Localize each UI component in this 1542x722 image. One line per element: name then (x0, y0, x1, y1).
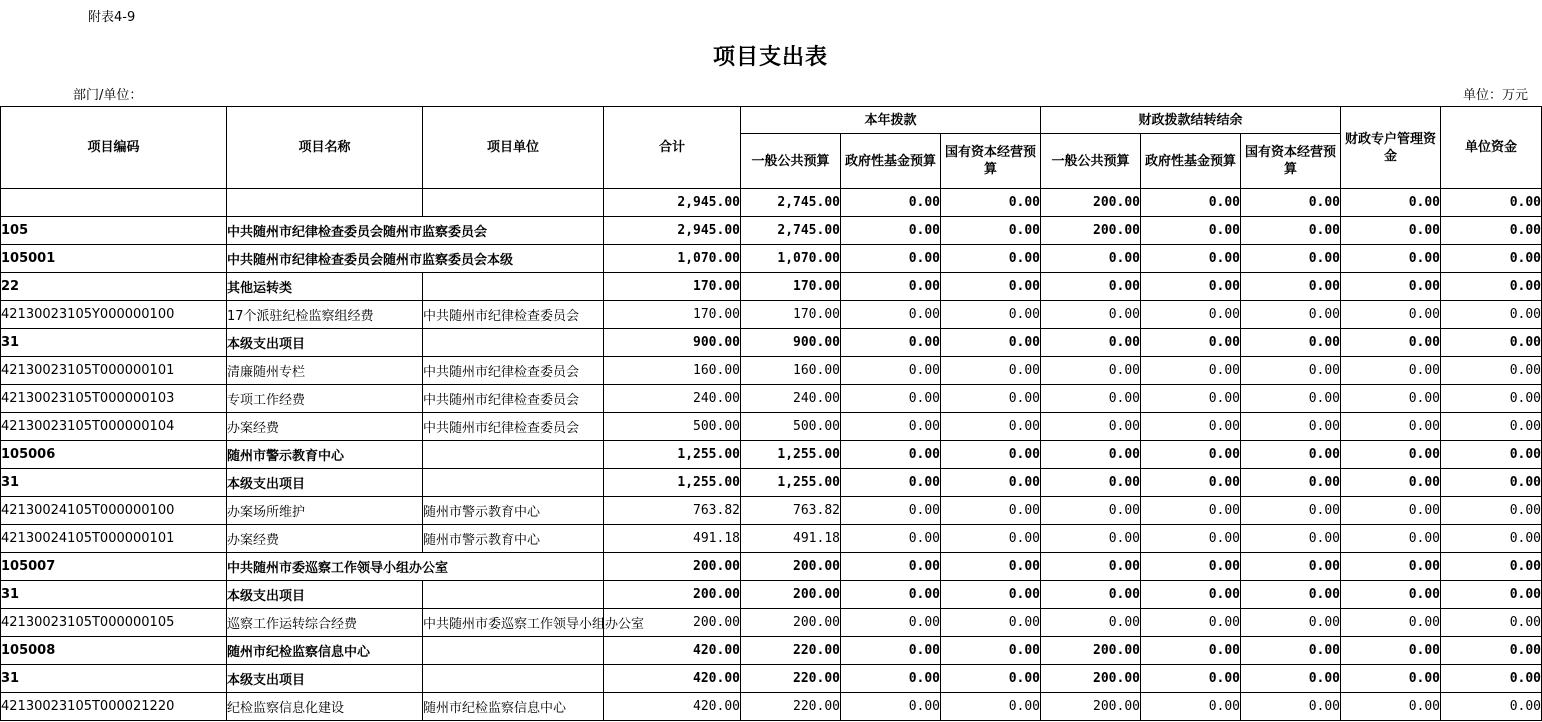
cell-value: 0.00 (1241, 693, 1341, 721)
cell-value: 200.00 (604, 609, 741, 637)
cell-unit (423, 441, 604, 469)
cell-value: 0.00 (841, 273, 941, 301)
cell-value: 170.00 (741, 301, 841, 329)
cell-code: 105008 (1, 637, 227, 665)
table-row (1, 581, 1542, 609)
cell-value: 0.00 (941, 329, 1041, 357)
cell-value: 0.00 (1341, 665, 1441, 693)
cell-code: 42130023105T000000105 (1, 609, 227, 637)
cell-unit: 中共随州市纪律检查委员会 (423, 385, 604, 413)
col-header-carry-general-budget: 一般公共预算 (1041, 134, 1141, 189)
cell-code: 105 (1, 217, 227, 245)
cell-value: 0.00 (1241, 441, 1341, 469)
page-title: 项目支出表 (712, 45, 828, 70)
table-row (1, 329, 1542, 357)
cell-value: 0.00 (841, 357, 941, 385)
col-group-carryover: 财政拨款结转结余 (1041, 107, 1341, 134)
cell-value: 0.00 (1441, 609, 1542, 637)
col-header-carry-state-capital-budget: 国有资本经营预算 (1241, 134, 1341, 189)
cell-value: 0.00 (941, 497, 1041, 525)
cell-name: 巡察工作运转综合经费 (227, 609, 423, 637)
cell-value: 0.00 (1241, 497, 1341, 525)
cell-value: 240.00 (741, 385, 841, 413)
cell-value: 0.00 (1141, 609, 1241, 637)
cell-name: 中共随州市委巡察工作领导小组办公室 (227, 553, 604, 581)
cell-value: 200.00 (604, 581, 741, 609)
cell-name: 专项工作经费 (227, 385, 423, 413)
col-header-general-budget: 一般公共预算 (741, 134, 841, 189)
cell-value: 1,070.00 (604, 245, 741, 273)
cell-value: 0.00 (1341, 245, 1441, 273)
table-row (1, 385, 1542, 413)
cell-value: 0.00 (841, 665, 941, 693)
cell-value: 0.00 (841, 413, 941, 441)
cell-value: 0.00 (1441, 637, 1542, 665)
cell-value: 170.00 (604, 273, 741, 301)
cell-name (227, 189, 423, 217)
cell-value: 0.00 (841, 581, 941, 609)
cell-value: 0.00 (1441, 441, 1542, 469)
cell-value: 0.00 (841, 553, 941, 581)
cell-unit (423, 665, 604, 693)
cell-name: 办案经费 (227, 413, 423, 441)
cell-value: 0.00 (1441, 301, 1542, 329)
cell-value: 0.00 (941, 301, 1041, 329)
cell-value: 0.00 (1241, 245, 1341, 273)
cell-value: 0.00 (841, 637, 941, 665)
cell-name: 中共随州市纪律检查委员会随州市监察委员会本级 (227, 245, 604, 273)
cell-value: 0.00 (1241, 273, 1341, 301)
cell-code (1, 189, 227, 217)
cell-value: 0.00 (941, 469, 1041, 497)
cell-value: 0.00 (1041, 441, 1141, 469)
cell-value: 1,070.00 (741, 245, 841, 273)
cell-value: 0.00 (1341, 469, 1441, 497)
cell-value: 0.00 (1141, 581, 1241, 609)
cell-value: 0.00 (841, 525, 941, 553)
cell-value: 0.00 (1041, 273, 1141, 301)
cell-value: 0.00 (1441, 665, 1542, 693)
cell-value: 0.00 (841, 441, 941, 469)
cell-name: 本级支出项目 (227, 581, 423, 609)
table-row (1, 693, 1542, 721)
cell-unit (423, 189, 604, 217)
col-header-own-funds: 单位资金 (1441, 107, 1542, 189)
cell-name: 本级支出项目 (227, 665, 423, 693)
cell-value: 0.00 (941, 637, 1041, 665)
table-row (1, 553, 1542, 581)
cell-value: 0.00 (1241, 301, 1341, 329)
cell-value: 200.00 (1041, 217, 1141, 245)
cell-value: 200.00 (1041, 693, 1141, 721)
cell-code: 31 (1, 665, 227, 693)
cell-value: 0.00 (841, 301, 941, 329)
cell-code: 31 (1, 469, 227, 497)
cell-value: 0.00 (1441, 525, 1542, 553)
cell-code: 105007 (1, 553, 227, 581)
cell-value: 0.00 (1441, 385, 1542, 413)
cell-name: 中共随州市纪律检查委员会随州市监察委员会 (227, 217, 604, 245)
table-row (1, 497, 1542, 525)
cell-value: 0.00 (1141, 553, 1241, 581)
table-row-total (1, 189, 1542, 217)
cell-code: 42130023105T000000101 (1, 357, 227, 385)
cell-code: 42130024105T000000100 (1, 497, 227, 525)
cell-value: 2,745.00 (741, 217, 841, 245)
cell-code: 22 (1, 273, 227, 301)
cell-value: 0.00 (841, 693, 941, 721)
cell-value: 0.00 (1141, 637, 1241, 665)
cell-value: 0.00 (1141, 189, 1241, 217)
cell-name: 本级支出项目 (227, 329, 423, 357)
cell-value: 0.00 (841, 245, 941, 273)
cell-value: 0.00 (1241, 581, 1341, 609)
cell-value: 500.00 (604, 413, 741, 441)
cell-value: 0.00 (1041, 469, 1141, 497)
col-header-name: 项目名称 (227, 107, 423, 189)
cell-value: 0.00 (1341, 273, 1441, 301)
cell-value: 900.00 (604, 329, 741, 357)
cell-value: 0.00 (1441, 469, 1542, 497)
col-header-special-account: 财政专户管理资金 (1341, 107, 1441, 189)
cell-value: 0.00 (941, 385, 1041, 413)
cell-value: 200.00 (1041, 665, 1141, 693)
cell-value: 1,255.00 (604, 441, 741, 469)
cell-unit: 随州市纪检监察信息中心 (423, 693, 604, 721)
cell-value: 0.00 (1441, 329, 1542, 357)
cell-value: 170.00 (741, 273, 841, 301)
cell-unit: 中共随州市委巡察工作领导小组办公室 (423, 609, 604, 637)
cell-name: 17个派驻纪检监察组经费 (227, 301, 423, 329)
cell-value: 0.00 (1041, 245, 1141, 273)
cell-value: 220.00 (741, 665, 841, 693)
cell-value: 0.00 (1141, 413, 1241, 441)
unit-label: 单位：万元 (1462, 88, 1528, 103)
cell-value: 200.00 (1041, 637, 1141, 665)
cell-code: 31 (1, 329, 227, 357)
cell-value: 0.00 (1241, 637, 1341, 665)
cell-value: 0.00 (1441, 553, 1542, 581)
cell-value: 491.18 (741, 525, 841, 553)
cell-value: 0.00 (1341, 217, 1441, 245)
appendix-label: 附表4-9 (88, 10, 136, 25)
table-row (1, 469, 1542, 497)
cell-name: 办案经费 (227, 525, 423, 553)
cell-unit (423, 637, 604, 665)
cell-value: 0.00 (841, 189, 941, 217)
col-header-total: 合计 (604, 107, 741, 189)
cell-value: 0.00 (1041, 385, 1141, 413)
cell-value: 0.00 (1341, 441, 1441, 469)
cell-value: 0.00 (1141, 329, 1241, 357)
table-row (1, 665, 1542, 693)
cell-value: 0.00 (941, 217, 1041, 245)
cell-value: 1,255.00 (604, 469, 741, 497)
cell-value: 0.00 (1441, 581, 1542, 609)
cell-value: 0.00 (1341, 581, 1441, 609)
cell-value: 0.00 (1341, 637, 1441, 665)
table-row (1, 273, 1542, 301)
cell-name: 其他运转类 (227, 273, 423, 301)
cell-value: 0.00 (1041, 581, 1141, 609)
cell-value: 420.00 (604, 665, 741, 693)
cell-unit: 中共随州市纪律检查委员会 (423, 357, 604, 385)
cell-value: 200.00 (604, 553, 741, 581)
cell-value: 0.00 (1441, 189, 1542, 217)
cell-value: 0.00 (941, 581, 1041, 609)
cell-value: 0.00 (1141, 245, 1241, 273)
cell-value: 0.00 (1441, 245, 1542, 273)
cell-value: 200.00 (1041, 189, 1141, 217)
cell-code: 42130023105T000000104 (1, 413, 227, 441)
cell-value: 0.00 (1241, 553, 1341, 581)
cell-value: 0.00 (1341, 385, 1441, 413)
cell-value: 763.82 (741, 497, 841, 525)
cell-value: 0.00 (1341, 413, 1441, 441)
cell-value: 0.00 (941, 413, 1041, 441)
cell-value: 200.00 (741, 553, 841, 581)
cell-value: 0.00 (1341, 525, 1441, 553)
cell-value: 0.00 (941, 693, 1041, 721)
cell-code: 31 (1, 581, 227, 609)
cell-value: 0.00 (1241, 413, 1341, 441)
cell-value: 0.00 (1241, 525, 1341, 553)
cell-value: 0.00 (1141, 301, 1241, 329)
cell-unit (423, 329, 604, 357)
cell-value: 0.00 (1241, 357, 1341, 385)
cell-unit: 随州市警示教育中心 (423, 525, 604, 553)
cell-unit (423, 273, 604, 301)
cell-value: 0.00 (941, 665, 1041, 693)
cell-value: 0.00 (1041, 553, 1141, 581)
table-row (1, 441, 1542, 469)
table-row (1, 217, 1542, 245)
cell-name: 清廉随州专栏 (227, 357, 423, 385)
cell-value: 0.00 (841, 609, 941, 637)
cell-code: 42130023105T000021220 (1, 693, 227, 721)
cell-value: 0.00 (941, 441, 1041, 469)
cell-value: 0.00 (1141, 357, 1241, 385)
cell-name: 纪检监察信息化建设 (227, 693, 423, 721)
cell-value: 0.00 (841, 217, 941, 245)
cell-value: 900.00 (741, 329, 841, 357)
cell-unit (423, 469, 604, 497)
cell-value: 0.00 (941, 245, 1041, 273)
cell-value: 0.00 (941, 189, 1041, 217)
cell-value: 160.00 (741, 357, 841, 385)
cell-value: 0.00 (941, 357, 1041, 385)
cell-value: 160.00 (604, 357, 741, 385)
cell-value: 0.00 (1241, 385, 1341, 413)
cell-value: 0.00 (1341, 189, 1441, 217)
cell-value: 0.00 (1241, 189, 1341, 217)
cell-value: 0.00 (1241, 329, 1341, 357)
cell-value: 0.00 (1141, 217, 1241, 245)
cell-value: 0.00 (1041, 301, 1141, 329)
cell-value: 0.00 (1341, 329, 1441, 357)
cell-value: 0.00 (841, 497, 941, 525)
col-header-carry-fund-budget: 政府性基金预算 (1141, 134, 1241, 189)
cell-value: 0.00 (1441, 357, 1542, 385)
cell-name: 本级支出项目 (227, 469, 423, 497)
cell-value: 1,255.00 (741, 441, 841, 469)
cell-value: 0.00 (1041, 497, 1141, 525)
cell-value: 0.00 (1141, 273, 1241, 301)
cell-name: 随州市纪检监察信息中心 (227, 637, 423, 665)
cell-value: 0.00 (1141, 469, 1241, 497)
cell-value: 420.00 (604, 637, 741, 665)
cell-value: 220.00 (741, 637, 841, 665)
table-row (1, 357, 1542, 385)
cell-value: 0.00 (1341, 357, 1441, 385)
cell-value: 0.00 (841, 469, 941, 497)
cell-unit (423, 581, 604, 609)
cell-value: 0.00 (841, 329, 941, 357)
cell-value: 0.00 (1041, 329, 1141, 357)
cell-value: 0.00 (1341, 553, 1441, 581)
cell-value: 0.00 (1141, 497, 1241, 525)
cell-value: 0.00 (1441, 217, 1542, 245)
cell-value: 0.00 (1041, 525, 1141, 553)
cell-value: 491.18 (604, 525, 741, 553)
department-label: 部门/单位： (73, 88, 143, 103)
col-header-state-capital-budget: 国有资本经营预算 (941, 134, 1041, 189)
cell-unit: 中共随州市纪律检查委员会 (423, 413, 604, 441)
cell-code: 105001 (1, 245, 227, 273)
table-row (1, 413, 1542, 441)
cell-value: 0.00 (1041, 357, 1141, 385)
cell-value: 0.00 (1341, 693, 1441, 721)
cell-value: 220.00 (741, 693, 841, 721)
cell-value: 0.00 (1241, 665, 1341, 693)
cell-code: 105006 (1, 441, 227, 469)
cell-value: 0.00 (1041, 413, 1141, 441)
cell-value: 0.00 (1141, 693, 1241, 721)
table-row (1, 637, 1542, 665)
cell-value: 0.00 (1141, 385, 1241, 413)
table-row (1, 525, 1542, 553)
cell-value: 0.00 (1141, 525, 1241, 553)
cell-code: 42130023105T000000103 (1, 385, 227, 413)
cell-value: 763.82 (604, 497, 741, 525)
cell-value: 500.00 (741, 413, 841, 441)
table-row (1, 245, 1542, 273)
cell-value: 200.00 (741, 609, 841, 637)
cell-value: 0.00 (941, 273, 1041, 301)
cell-name: 随州市警示教育中心 (227, 441, 423, 469)
table-row (1, 609, 1542, 637)
cell-value: 0.00 (1041, 609, 1141, 637)
cell-value: 0.00 (1141, 441, 1241, 469)
col-header-unit: 项目单位 (423, 107, 604, 189)
cell-value: 200.00 (741, 581, 841, 609)
cell-value: 2,745.00 (741, 189, 841, 217)
cell-code: 42130023105Y000000100 (1, 301, 227, 329)
cell-value: 0.00 (1341, 301, 1441, 329)
cell-value: 0.00 (1341, 497, 1441, 525)
cell-value: 170.00 (604, 301, 741, 329)
cell-value: 0.00 (841, 385, 941, 413)
cell-value: 2,945.00 (604, 189, 741, 217)
table-row (1, 301, 1542, 329)
cell-value: 0.00 (941, 525, 1041, 553)
cell-value: 1,255.00 (741, 469, 841, 497)
col-header-code: 项目编码 (1, 107, 227, 189)
cell-unit: 随州市警示教育中心 (423, 497, 604, 525)
cell-value: 0.00 (1441, 497, 1542, 525)
cell-code: 42130024105T000000101 (1, 525, 227, 553)
project-expenditure-table (0, 106, 1542, 721)
cell-value: 420.00 (604, 693, 741, 721)
col-group-current-year: 本年拨款 (741, 107, 1041, 134)
cell-value: 0.00 (1441, 413, 1542, 441)
cell-value: 240.00 (604, 385, 741, 413)
cell-value: 0.00 (1241, 609, 1341, 637)
cell-value: 0.00 (1141, 665, 1241, 693)
cell-value: 0.00 (1441, 693, 1542, 721)
cell-value: 0.00 (941, 553, 1041, 581)
cell-value: 0.00 (1241, 217, 1341, 245)
cell-value: 0.00 (1341, 609, 1441, 637)
cell-value: 2,945.00 (604, 217, 741, 245)
cell-value: 0.00 (1241, 469, 1341, 497)
cell-value: 0.00 (1441, 273, 1542, 301)
col-header-fund-budget: 政府性基金预算 (841, 134, 941, 189)
cell-unit: 中共随州市纪律检查委员会 (423, 301, 604, 329)
cell-value: 0.00 (941, 609, 1041, 637)
cell-name: 办案场所维护 (227, 497, 423, 525)
